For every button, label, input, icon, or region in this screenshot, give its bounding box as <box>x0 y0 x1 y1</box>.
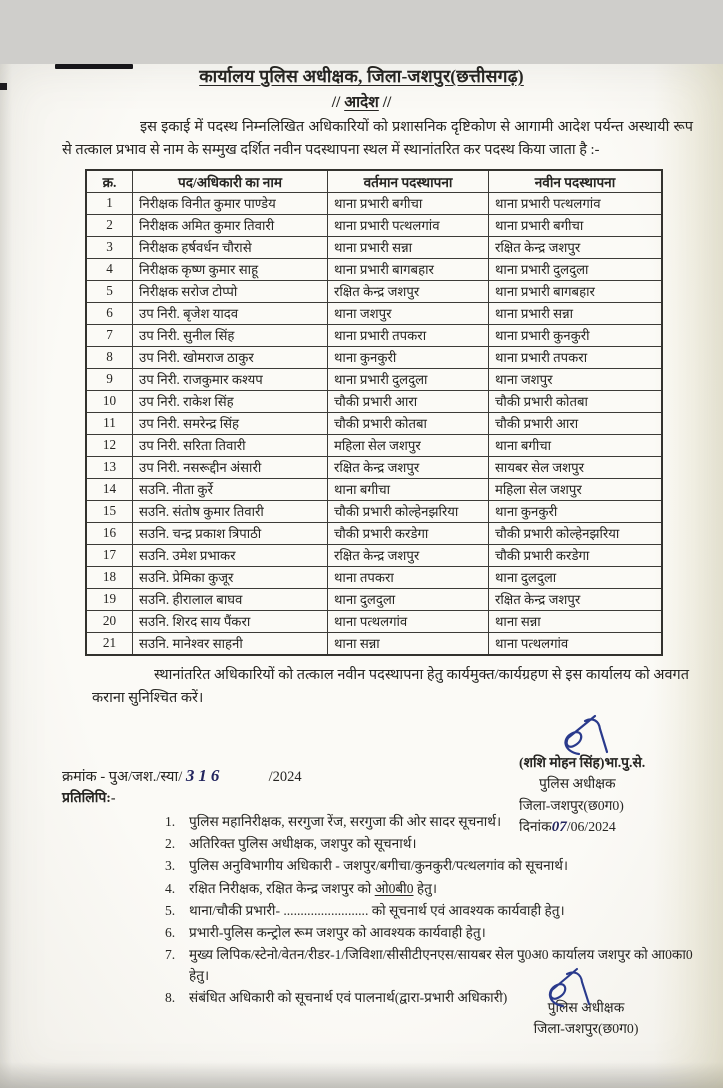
col-header-new: नवीन पदस्थापना <box>489 170 663 193</box>
scanned-document-page <box>0 64 723 1088</box>
cell-current: थाना जशपुर <box>328 302 489 324</box>
date-label: दिनांक <box>519 819 552 835</box>
cell-new: थाना प्रभारी तपकरा <box>489 346 663 368</box>
table-row <box>86 390 662 412</box>
cell-sno: 12 <box>86 434 133 456</box>
cell-sno: 21 <box>86 632 133 655</box>
signatory-name: (शशि मोहन सिंह)भा.पु.से. <box>519 755 646 770</box>
signatory-designation: पुलिस अधीक्षक <box>539 776 616 792</box>
copy-item-2: अतिरिक्त पुलिस अधीक्षक, जशपुर को सूचनार्थ। <box>189 836 417 852</box>
cell-name: निरीक्षक अमित कुमार तिवारी <box>133 214 328 236</box>
cell-new: थाना प्रभारी दुलदुला <box>489 258 663 280</box>
table-row <box>86 412 662 434</box>
scan-artifact-top-bar <box>55 64 133 69</box>
cell-current: चौकी प्रभारी करडेगा <box>328 522 489 544</box>
copies-list <box>165 811 703 1008</box>
footer-signature-ink-icon <box>539 966 605 1010</box>
table-row <box>86 368 662 390</box>
cell-new: थाना कुनकुरी <box>489 500 663 522</box>
cell-name: सउनि. उमेश प्रभाकर <box>133 544 328 566</box>
cell-current: थाना पत्थलगांव <box>328 610 489 632</box>
order-slash-right: // <box>382 94 392 111</box>
cell-name: उप निरी. नसरूद्दीन अंसारी <box>133 456 328 478</box>
copy-item-5: थाना/चौकी प्रभारी- ......................... को सूचनार्थ एवं आवश्यक कार्यवाही हेतु। <box>189 902 565 918</box>
col-header-name: पद/अधिकारी का नाम <box>133 170 328 193</box>
cell-sno: 3 <box>86 236 133 258</box>
cell-current: थाना तपकरा <box>328 566 489 588</box>
document-title-text: कार्यालय पुलिस अधीक्षक, जिला-जशपुर(छत्तीसगढ़) <box>199 66 524 86</box>
copy-item-4-post: हेतु। <box>413 880 438 896</box>
cell-new: थाना बगीचा <box>489 434 663 456</box>
copy-item-7: मुख्य लिपिक/स्टेनो/वेतन/रीडर-1/जिविशा/सीसीटीएनएस/सायबर सेल पु0अ0 कार्यालय जशपुर को आ0का0 हेतु। <box>189 946 693 983</box>
cell-new: थाना सन्ना <box>489 610 663 632</box>
copy-item-8: संबंधित अधिकारी को सूचनार्थ एवं पालनार्थ(द्वारा-प्रभारी अधिकारी) <box>189 989 508 1005</box>
footer-signature-block <box>511 998 661 1039</box>
cell-current: थाना प्रभारी पत्थलगांव <box>328 214 489 236</box>
cell-new: चौकी प्रभारी करडेगा <box>489 544 663 566</box>
table-row <box>86 522 662 544</box>
cell-new: थाना प्रभारी पत्थलगांव <box>489 192 663 214</box>
cell-sno: 13 <box>86 456 133 478</box>
table-row <box>86 434 662 456</box>
cell-new: महिला सेल जशपुर <box>489 478 663 500</box>
cell-name: उप निरी. समरेन्द्र सिंह <box>133 412 328 434</box>
table-row <box>86 478 662 500</box>
closing-paragraph: स्थानांतरित अधिकारियों को तत्काल नवीन पदस्थापना हेतु कार्यमुक्त/कार्यग्रहण से इस कार्यालय को अवगत कराना सुनिश्चित करें। <box>92 666 689 707</box>
cell-name: उप निरी. राकेश सिंह <box>133 390 328 412</box>
col-header-sno: क्र. <box>86 170 133 193</box>
cell-current: थाना दुलदुला <box>328 588 489 610</box>
signature-ink-icon <box>553 712 625 760</box>
cell-name: उप निरी. राजकुमार कश्यप <box>133 368 328 390</box>
table-row <box>86 610 662 632</box>
cell-new: चौकी प्रभारी कोल्हेनझरिया <box>489 522 663 544</box>
cell-name: सउनि. संतोष कुमार तिवारी <box>133 500 328 522</box>
cell-sno: 1 <box>86 192 133 214</box>
cell-sno: 6 <box>86 302 133 324</box>
table-row <box>86 280 662 302</box>
cell-new: थाना पत्थलगांव <box>489 632 663 655</box>
cell-new: थाना जशपुर <box>489 368 663 390</box>
cell-current: रक्षित केन्द्र जशपुर <box>328 544 489 566</box>
cell-name: सउनि. चन्द्र प्रकाश त्रिपाठी <box>133 522 328 544</box>
table-row <box>86 544 662 566</box>
cell-name: सउनि. प्रेमिका कुजूर <box>133 566 328 588</box>
cell-sno: 15 <box>86 500 133 522</box>
table-row <box>86 632 662 655</box>
cell-current: चौकी प्रभारी आरा <box>328 390 489 412</box>
scan-artifact-left-mark <box>0 83 7 90</box>
cell-name: सउनि. नीता कुर्रे <box>133 478 328 500</box>
footer-district: जिला-जशपुर(छ0ग0) <box>533 1020 639 1036</box>
copy-item-1: पुलिस महानिरीक्षक, सरगुजा रेंज, सरगुजा की ओर सादर सूचनार्थ। <box>189 814 502 830</box>
order-heading-text: आदेश <box>344 94 379 111</box>
cell-sno: 11 <box>86 412 133 434</box>
cell-sno: 9 <box>86 368 133 390</box>
transfer-table <box>85 169 663 656</box>
cell-new: थाना प्रभारी सन्ना <box>489 302 663 324</box>
cell-name: सउनि. मानेश्वर साहनी <box>133 632 328 655</box>
cell-new: सायबर सेल जशपुर <box>489 456 663 478</box>
table-row <box>86 588 662 610</box>
table-header-row <box>86 170 662 193</box>
reference-number-handwritten: 316 <box>185 766 224 786</box>
cell-name: निरीक्षक कृष्ण कुमार साहू <box>133 258 328 280</box>
cell-current: रक्षित केन्द्र जशपुर <box>328 456 489 478</box>
table-row <box>86 500 662 522</box>
reference-label: क्रमांक - पुअ/जश./स्या/ <box>62 769 183 786</box>
cell-current: थाना प्रभारी तपकरा <box>328 324 489 346</box>
cell-sno: 19 <box>86 588 133 610</box>
footer-designation: पुलिस अधीक्षक <box>547 1000 625 1015</box>
cell-name: सउनि. शिरद साय पैंकरा <box>133 610 328 632</box>
cell-new: रक्षित केन्द्र जशपुर <box>489 588 663 610</box>
cell-name: उप निरी. खोमराज ठाकुर <box>133 346 328 368</box>
table-row <box>86 302 662 324</box>
col-header-current: वर्तमान पदस्थापना <box>328 170 489 193</box>
cell-sno: 20 <box>86 610 133 632</box>
transfer-table-head <box>86 170 662 193</box>
cell-sno: 18 <box>86 566 133 588</box>
cell-sno: 8 <box>86 346 133 368</box>
date-rest: /06/2024 <box>566 819 616 835</box>
copy-item-3: पुलिस अनुविभागीय अधिकारी - जशपुर/बगीचा/कुनकुरी/पत्थलगांव को सूचनार्थ। <box>189 858 569 874</box>
cell-sno: 16 <box>86 522 133 544</box>
signatory-district: जिला-जशपुर(छ0ग0) <box>519 797 624 813</box>
copy-item-4 <box>165 878 703 899</box>
cell-current: चौकी प्रभारी कोल्हेनझरिया <box>328 500 489 522</box>
cell-sno: 5 <box>86 280 133 302</box>
copy-item-4-underlined: ओ0बी0 <box>374 880 414 896</box>
cell-sno: 10 <box>86 390 133 412</box>
cell-name: सउनि. हीरालाल बाघव <box>133 588 328 610</box>
cell-current: थाना बगीचा <box>328 478 489 500</box>
cell-current: महिला सेल जशपुर <box>328 434 489 456</box>
cell-name: निरीक्षक हर्षवर्धन चौरासे <box>133 236 328 258</box>
intro-paragraph: इस इकाई में पदस्थ निम्नलिखित अधिकारियों को प्रशासनिक दृष्टिकोण से आगामी आदेश पर्यन्त अस्थायी रूप से तत्काल प्रभाव से नाम के सम्मुख दर्शित नवीन पदस्थापना स्थल में स्थानांतरित कर पदस्थ किया जाता है :- <box>62 119 693 159</box>
cell-sno: 2 <box>86 214 133 236</box>
table-row <box>86 236 662 258</box>
cell-current: थाना प्रभारी सन्ना <box>328 236 489 258</box>
cell-current: थाना प्रभारी बगीचा <box>328 192 489 214</box>
cell-new: रक्षित केन्द्र जशपुर <box>489 236 663 258</box>
cell-sno: 4 <box>86 258 133 280</box>
table-row <box>86 258 662 280</box>
copy-item-4-pre: रक्षित निरीक्षक, रक्षित केन्द्र जशपुर को <box>189 880 375 896</box>
cell-current: थाना प्रभारी दुलदुला <box>328 368 489 390</box>
cell-name: उप निरी. बृजेश यादव <box>133 302 328 324</box>
copies-label: प्रतिलिपि:- <box>62 791 116 807</box>
table-row <box>86 324 662 346</box>
cell-new: थाना प्रभारी कुनकुरी <box>489 324 663 346</box>
reference-year: /2024 <box>268 769 302 786</box>
transfer-table-body <box>86 192 662 655</box>
cell-current: थाना कुनकुरी <box>328 346 489 368</box>
cell-sno: 17 <box>86 544 133 566</box>
cell-current: थाना सन्ना <box>328 632 489 655</box>
cell-new: चौकी प्रभारी कोतबा <box>489 390 663 412</box>
order-slash-left: // <box>331 94 341 111</box>
cell-name: उप निरी. सरिता तिवारी <box>133 434 328 456</box>
table-row <box>86 346 662 368</box>
cell-name: निरीक्षक विनीत कुमार पाण्डेय <box>133 192 328 214</box>
cell-sno: 7 <box>86 324 133 346</box>
cell-name: उप निरी. सुनील सिंह <box>133 324 328 346</box>
cell-name: निरीक्षक सरोज टोप्पो <box>133 280 328 302</box>
cell-new: थाना प्रभारी बगीचा <box>489 214 663 236</box>
cell-current: रक्षित केन्द्र जशपुर <box>328 280 489 302</box>
table-row <box>86 192 662 214</box>
table-row <box>86 566 662 588</box>
copy-item-6: प्रभारी-पुलिस कन्ट्रोल रूम जशपुर को आवश्यक कार्यवाही हेतु। <box>189 924 486 940</box>
cell-new: थाना दुलदुला <box>489 566 663 588</box>
cell-current: थाना प्रभारी बागबहार <box>328 258 489 280</box>
cell-new: चौकी प्रभारी आरा <box>489 412 663 434</box>
cell-new: थाना प्रभारी बागबहार <box>489 280 663 302</box>
date-handwritten: 07 <box>551 819 567 836</box>
order-heading <box>0 90 723 112</box>
table-row <box>86 456 662 478</box>
cell-current: चौकी प्रभारी कोतबा <box>328 412 489 434</box>
cell-sno: 14 <box>86 478 133 500</box>
table-row <box>86 214 662 236</box>
